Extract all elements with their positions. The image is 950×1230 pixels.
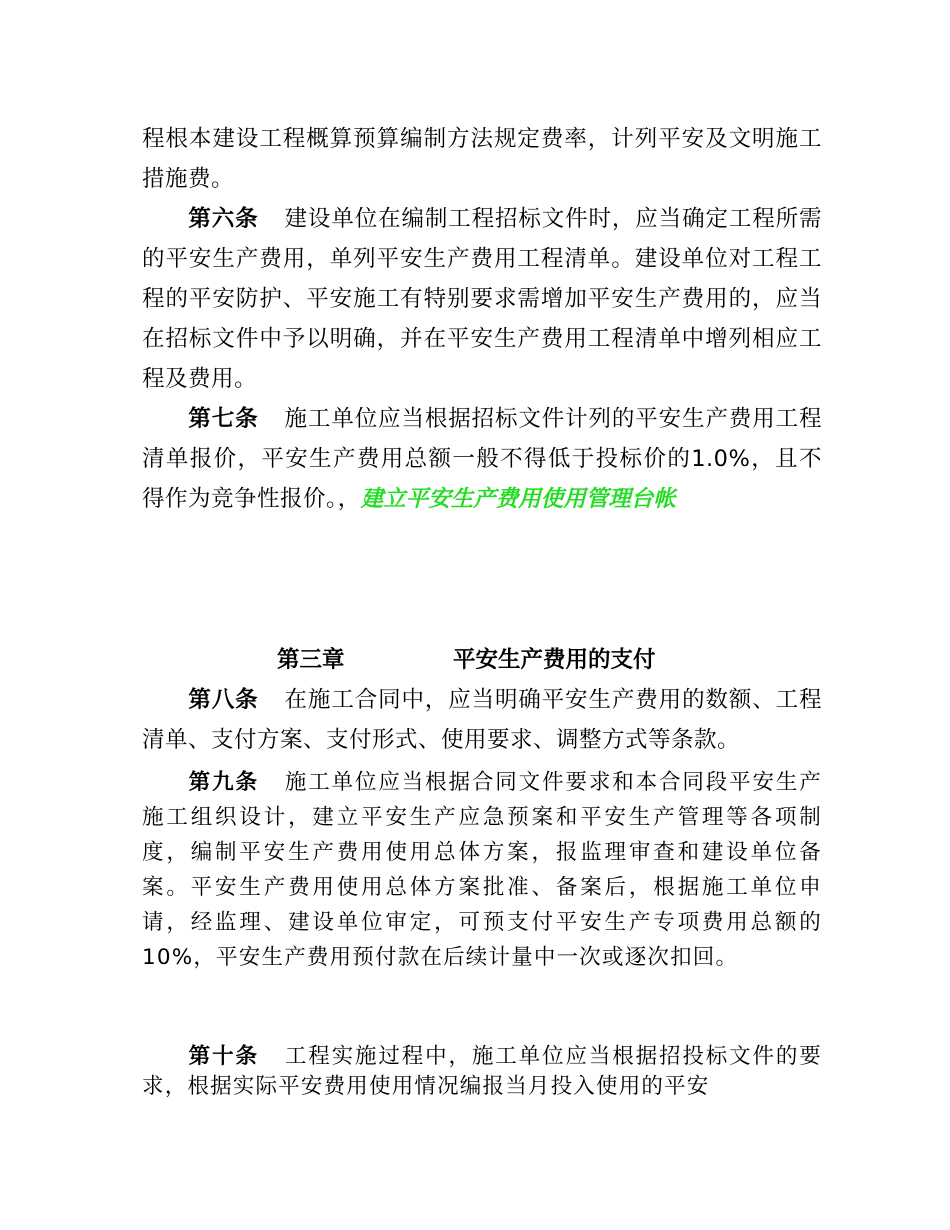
article-7: [142, 399, 822, 519]
article-text: 在施工合同中，应当明确平安生产费用的数额、工程清单、支付方案、支付形式、使用要求、调整方式等条款。: [142, 687, 822, 753]
paragraph-continuation: [142, 119, 822, 199]
article-label: 第九条: [188, 770, 259, 795]
article-label: 第六条: [188, 206, 259, 232]
article-label: 第十条: [188, 1044, 259, 1069]
article-6: [142, 199, 822, 399]
chapter-title: 平安生产费用的支付: [453, 647, 656, 673]
article-text: 施工单位应当根据招标文件计列的平安生产费用工程清单报价，平安生产费用总额一般不得低于投标价的1.0%，且不得作为竞争性报价。，: [142, 406, 822, 512]
article-text: 建设单位在编制工程招标文件时，应当确定工程所需的平安生产费用，单列平安生产费用工程清单。建设单位对工程工程的平安防护、平安施工有特别要求需增加平安生产费用的，应当在招标文件中予以明确，并在平安生产费用工程清单中增列相应工程及费用。: [142, 206, 822, 392]
paragraph-text: 程根本建设工程概算预算编制方法规定费率，计列平安及文明施工措施费。: [142, 126, 822, 192]
article-text: 施工单位应当根据合同文件要求和本合同段平安生产施工组织设计，建立平安生产应急预案和平安生产管理等各项制度，编制平安生产费用使用总体方案，报监理审查和建设单位备案。平安生产费用使用总体方案批准、备案后，根据施工单位申请，经监理、建设单位审定，可预支付平安生产专项费用总额的10%，平安生产费用预付款在后续计量中一次或逐次扣回。: [142, 770, 822, 970]
article-label: 第七条: [188, 406, 259, 432]
article-10: [142, 1042, 822, 1102]
chapter-number: 第三章: [277, 647, 345, 673]
article-label: 第八条: [188, 687, 259, 713]
article-text: 工程实施过程中，施工单位应当根据招投标文件的要求，根据实际平安费用使用情况编报当月投入使用的平安: [142, 1044, 822, 1099]
article-8: [142, 680, 822, 760]
article-9: [142, 765, 822, 975]
highlighted-note: 建立平安生产费用使用管理台帐: [360, 486, 676, 512]
